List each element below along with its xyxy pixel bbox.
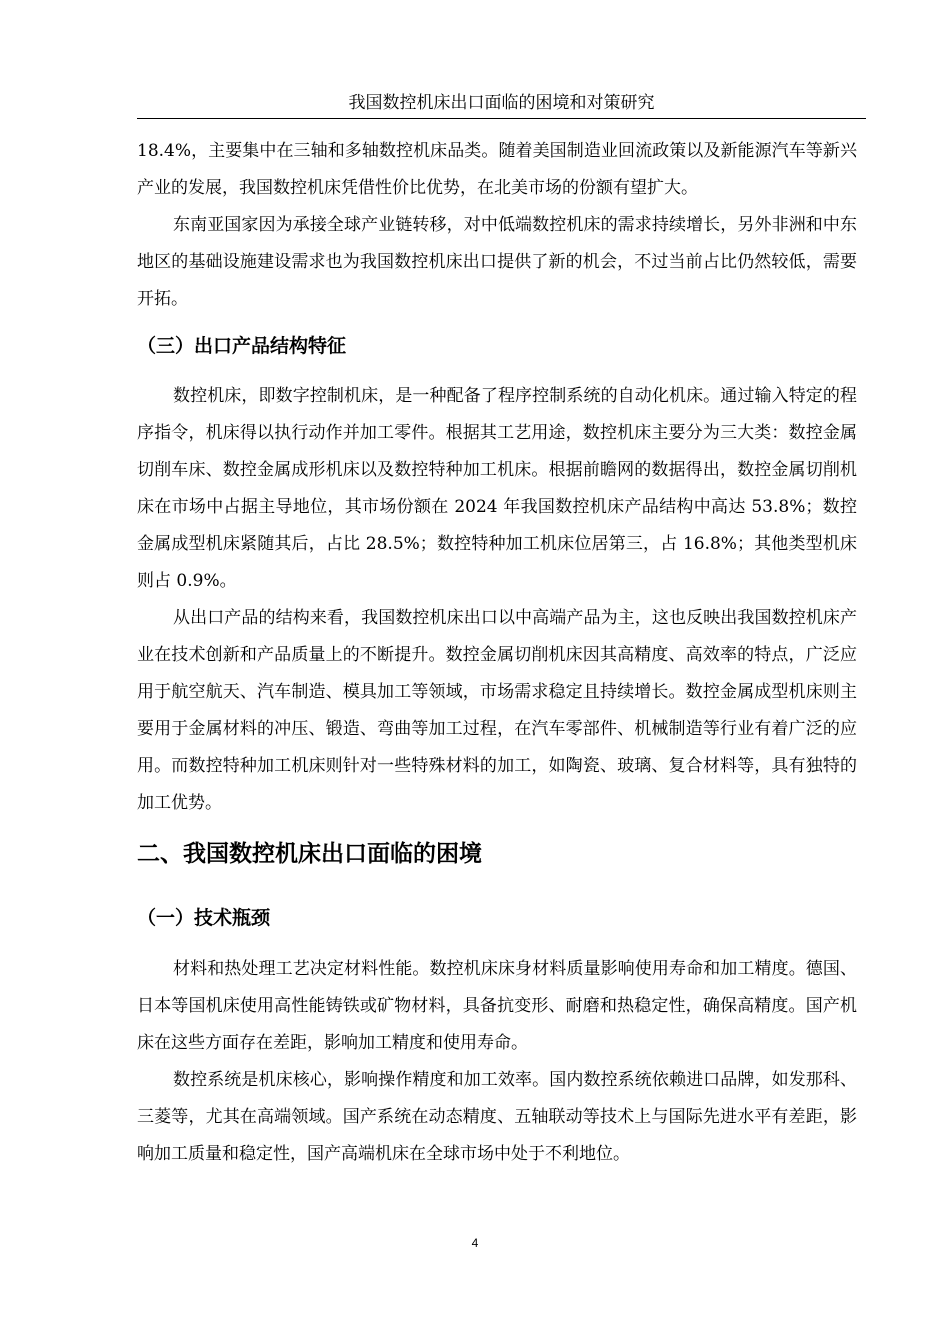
paragraph-cnc-system: 数控系统是机床核心，影响操作精度和加工效率。国内数控系统依赖进口品牌，如发那科、三菱等，尤其在高端领域。国产系统在动态精度、五轴联动等技术上与国际先进水平有差距，影响加工质量和稳定性，国产高端机床在全球市场中处于不利地位。 [137, 1070, 857, 1164]
paragraph-product-categories: 数控机床，即数字控制机床，是一种配备了程序控制系统的自动化机床。通过输入特定的程序指令，机床得以执行动作并加工零件。根据其工艺用途，数控机床主要分为三大类：数控金属切削车床、数控金属成形机床以及数控特种加工机床。根据前瞻网的数据得出，数控金属切削机床在市场中占据主导地位，其市场份额在 2024 年我国数控机床产品结构中高达 53.8%；数控金属成型机床紧随其后，占比 28.5%；数控特种加工机床位居第三，占 16.8%；其他类型机床则占 0.9%。 [137, 386, 857, 591]
running-header-title: 我国数控机床出口面临的困境和对策研究 [348, 93, 655, 113]
paragraph-emerging-markets: 东南亚国家因为承接全球产业链转移，对中低端数控机床的需求持续增长，另外非洲和中东地区的基础设施建设需求也为我国数控机床出口提供了新的机会，不过当前占比仍然较低，需要开拓。 [137, 215, 857, 309]
section-heading-product-structure: （三）出口产品结构特征 [137, 335, 347, 357]
paragraph-export-structure: 从出口产品的结构来看，我国数控机床出口以中高端产品为主，这也反映出我国数控机床产业在技术创新和产品质量上的不断提升。数控金属切削机床因其高精度、高效率的特点，广泛应用于航空航天、汽车制造、模具加工等领域，市场需求稳定且持续增长。数控金属成型机床则主要用于金属材料的冲压、锻造、弯曲等加工过程，在汽车零部件、机械制造等行业有着广泛的应用。而数控特种加工机床则针对一些特殊材料的加工，如陶瓷、玻璃、复合材料等，具有独特的加工优势。 [137, 608, 857, 813]
page-number: 4 [471, 1236, 479, 1250]
paragraph-na-market: 18.4%，主要集中在三轴和多轴数控机床品类。随着美国制造业回流政策以及新能源汽车等新兴产业的发展，我国数控机床凭借性价比优势，在北美市场的份额有望扩大。 [137, 141, 857, 198]
section-heading-tech-bottleneck: （一）技术瓶颈 [137, 907, 271, 929]
paragraph-materials: 材料和热处理工艺决定材料性能。数控机床床身材料质量影响使用寿命和加工精度。德国、日本等国机床使用高性能铸铁或矿物材料，具备抗变形、耐磨和热稳定性，确保高精度。国产机床在这些方面存在差距，影响加工精度和使用寿命。 [137, 959, 857, 1053]
chapter-heading-challenges: 二、我国数控机床出口面临的困境 [137, 841, 482, 867]
header-divider [137, 118, 866, 119]
